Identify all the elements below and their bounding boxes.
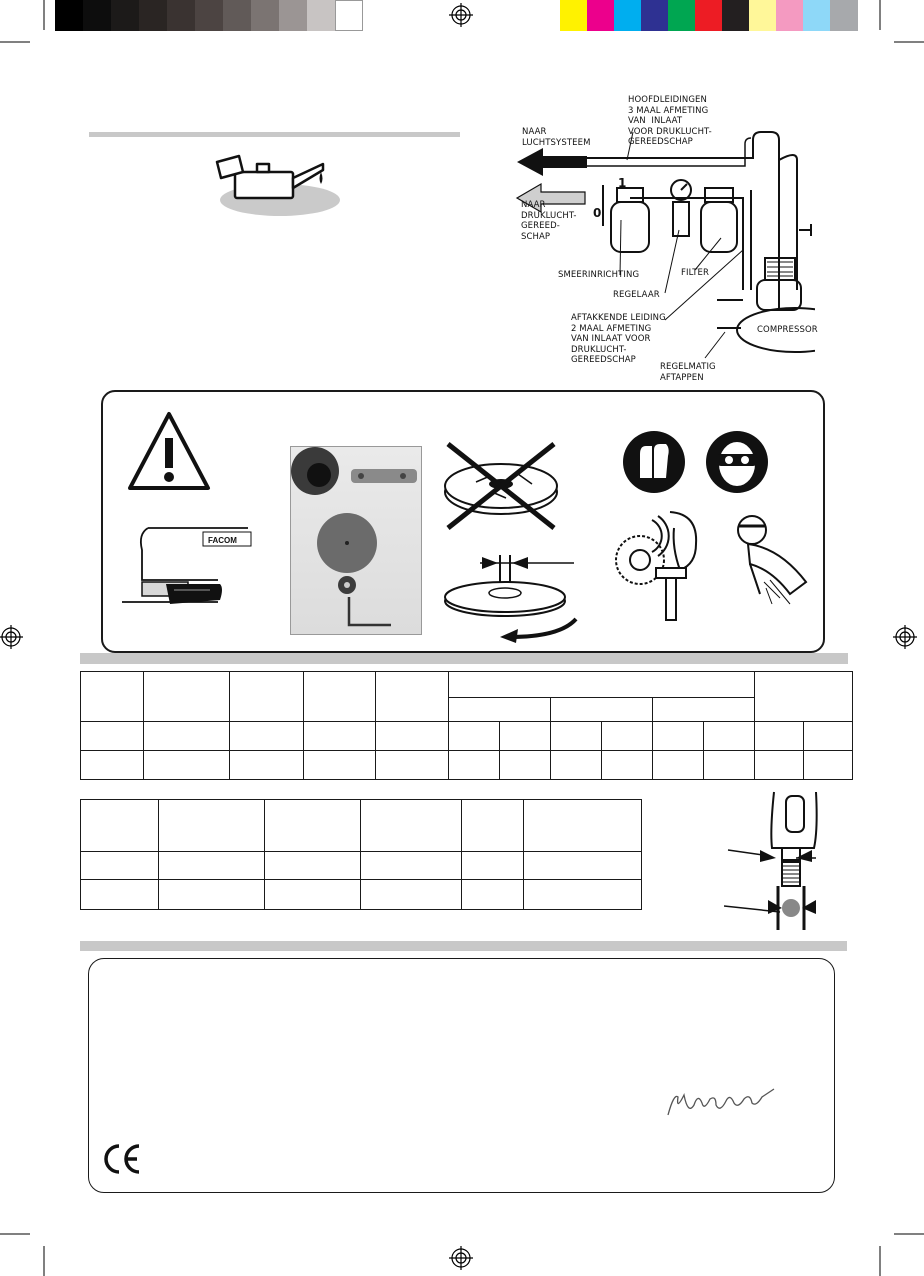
- disc-rotation-icon: [440, 545, 580, 645]
- wear-gloves-icon: [622, 430, 686, 494]
- table-header-row: [81, 800, 642, 852]
- table-row: [81, 751, 853, 780]
- grinding-operator-icon: [720, 508, 816, 608]
- table-row: [81, 852, 642, 880]
- table-row: [81, 722, 853, 751]
- section-divider-declaration: [80, 941, 847, 951]
- label-main-lines: HOOFDLEIDINGEN 3 MAAL AFMETING VAN INLAAT VOOR DRUKLUCHT- GEREEDSCHAP: [628, 95, 712, 147]
- label-drain: REGELMATIG AFTAPPEN: [660, 362, 716, 383]
- air-tool-icon: [118, 520, 258, 612]
- table-row: [81, 880, 642, 910]
- tool-brand-label: FACOM: [208, 536, 237, 545]
- label-regulator: REGELAAR: [613, 290, 660, 300]
- table-header-cell: [303, 672, 375, 722]
- specifications-table: [80, 671, 853, 780]
- table-header-cell: [755, 672, 853, 722]
- air-supply-table: [80, 799, 642, 910]
- label-valve-on: 1: [618, 176, 627, 190]
- registration-mark-top: [449, 3, 473, 27]
- table-header-cell: [375, 672, 449, 722]
- table-header-cell: [229, 672, 303, 722]
- oil-can-icon: [205, 150, 355, 220]
- section-divider-specs: [80, 653, 848, 664]
- ce-mark-icon: [103, 1143, 143, 1175]
- table-header-cell: [449, 672, 755, 698]
- label-to-air-tool: NAAR DRUKLUCHT- GEREED- SCHAP: [521, 200, 577, 242]
- label-valve-off: 0: [593, 206, 602, 220]
- damaged-disc-prohibited-icon: [436, 440, 566, 530]
- noise-hazard-icon: [612, 508, 707, 628]
- label-to-air-system: NAAR LUCHTSYSTEEM: [522, 127, 591, 148]
- label-filter: FILTER: [681, 268, 710, 278]
- table-header-cell: [551, 698, 653, 722]
- wear-goggles-icon: [705, 430, 769, 494]
- table-header-cell: [143, 672, 229, 722]
- disc-assembly-photo: [290, 446, 422, 635]
- label-branch-line: AFTAKKENDE LEIDING 2 MAAL AFMETING VAN INLAAT VOOR DRUKLUCHT- GEREEDSCHAP: [571, 313, 666, 365]
- table-header-cell: [81, 672, 144, 722]
- label-compressor: COMPRESSOR: [757, 325, 818, 335]
- table-header-cell: [653, 698, 755, 722]
- registration-mark-right: [893, 625, 917, 649]
- warning-icon: [126, 410, 212, 492]
- label-lubricator: SMEERINRICHTING: [558, 270, 640, 280]
- registration-mark-left: [0, 625, 23, 649]
- table-header-cell: [449, 698, 551, 722]
- section-divider-oil: [89, 132, 460, 137]
- air-inlet-fitting-icon: [724, 790, 819, 930]
- registration-mark-bottom: [449, 1246, 473, 1270]
- signature: [664, 1085, 779, 1125]
- declaration-panel: [88, 958, 835, 1193]
